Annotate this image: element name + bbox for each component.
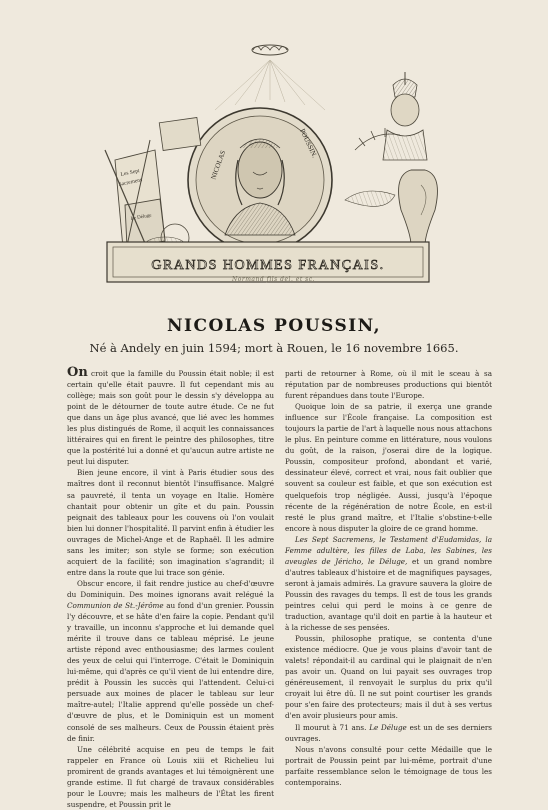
book-title-2: Sacremens	[118, 177, 143, 188]
right-paragraph-3	[285, 534, 492, 633]
book-title-1: Les Sept	[120, 168, 141, 178]
left-paragraph-2: Bien jeune encore, il vint à Paris étudier sous des maîtres dont il reconnut bientôt l'insuffisance. Malgré sa pauvreté, il tenta un voyage en Italie. Homère chantait pour obtenir un gîte et du pain. Poussin peignait des tableaux pour les couvens où l'on voulait bien lui donner l'hospitalité. Il parvint enfin à étudier les ouvrages de Michel-Ange et de Raphaël. Il les admire sans les imiter; son style se forme; son exécution acquiert de la facilité; son imagination s'agrandit; il entre dans la route que lui trace son génie.	[67, 468, 274, 577]
book-title-3: Le Déluge	[130, 213, 152, 222]
right-paragraph-3-rest: et un grand nombre d'autres tableaux d'histoire et de magnifiques paysages, seront à jamais admirés. La gravure sauvera la gloire de Poussin des ravages du temps. Il est de tous les grands peintres celui qui perd le moins à ce genre de traduction, avantage qu'il doit en partie à la hauteur et à la richesse de ses pensées.	[285, 556, 492, 633]
right-paragraph-6: Nous n'avons consulté pour cette Médaille que le portrait de Poussin peint par lui-même, portrait d'une parfaite ressemblance selon le témoignage de tous les contemporains.	[285, 744, 492, 787]
right-paragraph-5	[285, 722, 492, 744]
left-paragraph-3	[67, 578, 274, 744]
left-paragraph-3-italic: Communion de St.-Jérôme	[67, 600, 164, 610]
laurel-crown-icon	[252, 45, 288, 55]
drop-initial: On	[67, 365, 88, 380]
right-paragraph-4: Poussin, philosophe pratique, se contenta d'une existence médiocre. Que je vous plains d'avoir tant de valets! répondait-il au cardinal qui le plaignait de n'en pas avoir un. Quand on lui payait ses ouvrages trop généreusement, il renvoyait le surplus du prix qu'il croyait lui être dû. Il ne sut point courtiser les grands pour s'en faire des protecteurs; mais il dut à ses vertus d'en avoir plusieurs pour amis.	[285, 634, 492, 721]
right-paragraph-5-part1: Il mourut à 71 ans.	[295, 722, 370, 732]
right-paragraph-3-italic: Les Sept Sacremens, le Testament d'Eudamidas, la Femme adultère, les filles de Laba, les Sabines, les aveugles de Jéricho, le Déluge,	[285, 534, 492, 566]
portrait-medallion	[188, 108, 332, 252]
medallion-name-right: POUSSIN.	[298, 127, 319, 159]
engraved-vignette	[95, 30, 460, 292]
right-paragraph-2: Quoique loin de sa patrie, il exerça une grande influence sur l'École française. La composition est toujours la partie de l'art à laquelle nous nous attachons le plus. En peinture comme en littérature, nous voulons du goût, de la raison, j'oserai dire de la logique. Poussin, compositeur profond, abondant et varié, dessinateur élevé, correct et vrai, nous fait oublier que souvent sa couleur est faible, et que son exécution est quelquefois trop négligée. Aussi, jusqu'à l'époque récente de la régénération de notre École, en est-il resté le plus grand maître, et l'Italie s'obstine-t-elle encore à nous disputer la gloire de ce grand homme.	[285, 402, 492, 533]
sun-rays	[215, 60, 325, 110]
right-column	[285, 368, 492, 788]
banner-text: GRANDS HOMMES FRANÇAIS.	[151, 258, 385, 273]
left-column	[67, 365, 274, 810]
article-subtitle: Né à Andely en juin 1594; mort à Rouen, le 16 novembre 1665.	[89, 341, 459, 355]
right-paragraph-5-italic: Le Déluge	[369, 722, 407, 732]
article-title: NICOLAS POUSSIN,	[166, 316, 382, 336]
right-paragraph-5-part2: est un de ses derniers ouvrages.	[285, 722, 492, 743]
medallion-name-left: NICOLAS	[209, 149, 228, 181]
left-paragraph-1-text: croit que la famille du Poussin était noble; il est certain qu'elle était pauvre. Il fut cependant mis au collège; mais son goût pour le dessin s'y développa au point de le détourner de toute autre étude. Ce ne fut que dans un âge plus avancé, que lié avec les hommes les plus distingués de Rome, il acquit les connaissances littéraires qui en firent le peintre des philosophes, titre que la postérité lui a donné et qu'aucun autre artiste ne peut lui disputer.	[67, 369, 274, 467]
left-paragraph-3-part2: au fond d'un grenier. Poussin l'y découvre, et se hâte d'en faire la copie. Pendant qu'il y travaille, un inconnu s'approche et lui demande quel mérite il trouve dans ce tableau méprisé. Le jeune artiste répond avec enthousiasme; des larmes coulent des yeux de celui qui l'interroge. C'était le Dominiquin lui-même, qui d'après ce qu'il vient de lui entendre dire, prédit à Poussin les succès qui l'attendent. Celui-ci persuade aux moines de placer le tableau sur leur maître-autel; l'Italie apprend qu'elle possède un chef-d'œuvre de plus, et le Dominiquin est un moment consolé de ses malheurs. Ceux de Poussin étaient près de finir.	[67, 600, 274, 743]
books-and-easel	[105, 117, 201, 255]
left-paragraph-3-part1: Obscur encore, il fait rendre justice au chef-d'œuvre du Dominiquin. Des moines ignorans avait relégué la	[67, 578, 274, 599]
minerva-bust-and-vase	[345, 72, 437, 245]
left-paragraph-1	[67, 365, 274, 467]
left-paragraph-4: Une célébrité acquise en peu de temps le fait rappeler en France où Louis xiii et Richelieu lui promirent de grands avantages et lui témoignèrent une grande estime. Il fut chargé de travaux considérables pour le Louvre; mais les malheurs de l'État les firent suspendre, et Poussin prit le	[67, 744, 274, 809]
right-paragraph-1: parti de retourner à Rome, où il mit le sceau à sa réputation par de nombreuses productions qui bientôt furent répandues dans toute l'Europe.	[285, 369, 492, 401]
engraver-signature: Normand fils del. et sc.	[232, 276, 315, 283]
